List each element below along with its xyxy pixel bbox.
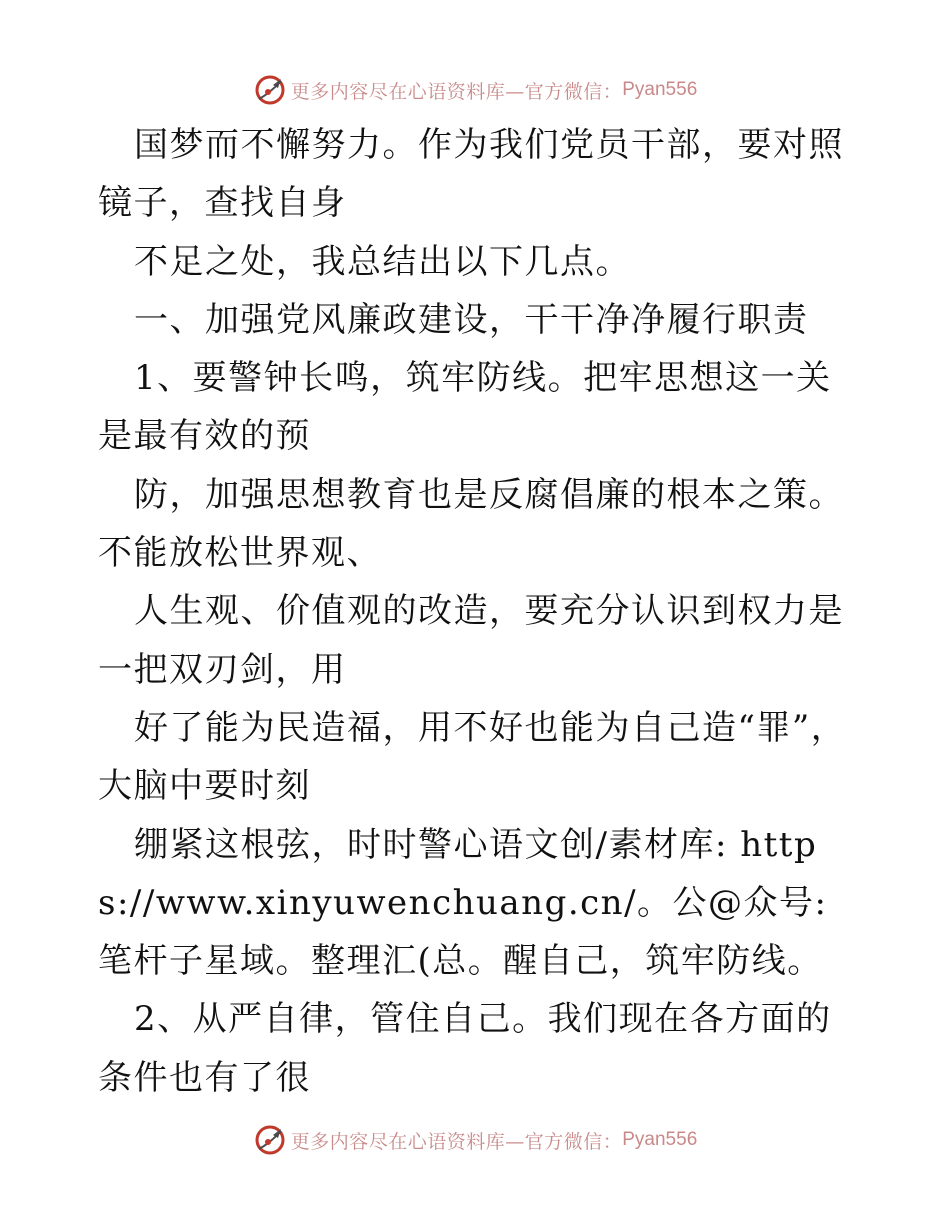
pen-circle-icon [253, 1123, 287, 1157]
paragraph: 防，加强思想教育也是反腐倡廉的根本之策。不能放松世界观、 [98, 474, 844, 574]
paragraph: 绷紧这根弦，时时警心语文创/素材库: https://www.xinyuwenchuang.cn/。公@众号: 笔杆子星域。整理汇(总。醒自己，筑牢防线。 [98, 824, 828, 982]
pen-circle-icon [253, 73, 287, 107]
paragraph: 一、加强党风廉政建设，干干净净履行职责 [134, 299, 809, 340]
paragraph: 2、从严自律，管住自己。我们现在各方面的条件也有了很 [98, 999, 832, 1098]
paragraph: 1、要警钟长鸣，筑牢防线。把牢思想这一关是最有效的预 [98, 358, 832, 457]
banner-text: 更多内容尽在心语资料库—官方微信： [290, 1130, 623, 1153]
footer-banner [0, 1120, 950, 1160]
header-banner [0, 70, 950, 110]
paragraph: 人生观、价值观的改造，要充分认识到权力是一把双刃剑，用 [98, 591, 844, 690]
paragraph: 好了能为民造福，用不好也能为自己造“罪”，大脑中要时刻 [98, 707, 847, 807]
paragraph: 不足之处，我总结出以下几点。 [134, 241, 631, 282]
banner-wechat-id: Pyan556 [622, 1129, 698, 1150]
banner-wechat-id: Pyan556 [622, 79, 698, 100]
document-body [98, 116, 858, 1107]
banner-text: 更多内容尽在心语资料库—官方微信： [290, 80, 623, 103]
paragraph: 国梦而不懈努力。作为我们党员干部，要对照镜子，查找自身 [98, 125, 844, 224]
